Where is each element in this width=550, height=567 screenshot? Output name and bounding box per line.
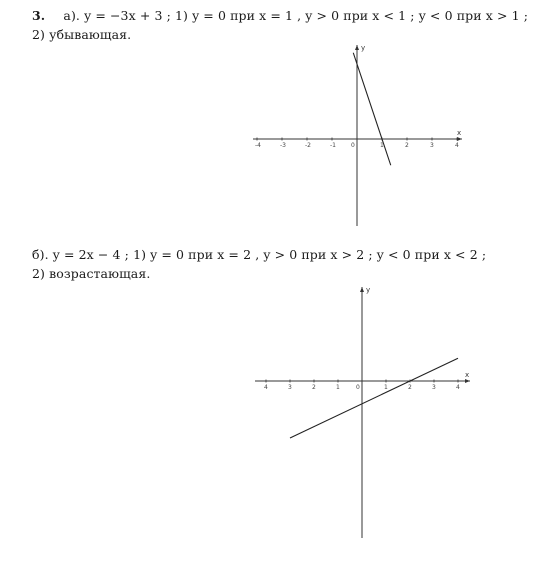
chart2-x-axis-label: x — [465, 371, 470, 379]
chart1-x-tick-label: -4 — [255, 142, 261, 149]
chart2-x-tick-label: 2 — [312, 384, 316, 391]
part-a-equation-text: а). y = −3x + 3 ; 1) y = 0 при x = 1 , y > 0 при x < 1 ; y < 0 при x > 1 ; — [63, 8, 529, 23]
chart1-x-tick-label: 2 — [405, 142, 409, 149]
chart2-x-tick-label: 3 — [288, 384, 292, 391]
chart2-x-tick-label: 2 — [408, 384, 412, 391]
chart2-x-tick-label: 3 — [432, 384, 436, 391]
chart2-x-tick-label: 0 — [356, 384, 360, 391]
part-b-line1: б). y = 2x − 4 ; 1) y = 0 при x = 2 , y > 0 при x > 2 ; y < 0 при x < 2 ; — [32, 247, 487, 262]
chart1-x-tick-label: -1 — [330, 142, 336, 149]
chart2-y-axis-label: y — [366, 286, 371, 294]
chart2-function-line — [290, 358, 458, 438]
chart2-x-tick-label: 1 — [336, 384, 340, 391]
chart1-x-axis-label: x — [457, 129, 462, 137]
chart1-x-tick-label: 4 — [455, 142, 459, 149]
chart2-y-arrow — [360, 287, 364, 292]
chart1-x-tick-label: -2 — [305, 142, 311, 149]
chart2-x-tick-label: 4 — [456, 384, 460, 391]
problem-number: 3. — [32, 8, 46, 23]
chart2-x-tick-label: 1 — [384, 384, 388, 391]
chart1-x-tick-label: 0 — [351, 142, 355, 149]
chart1-x-arrow — [457, 137, 462, 141]
chart1-x-tick-label: 3 — [430, 142, 434, 149]
chart2-x-tick-label: 4 — [264, 384, 268, 391]
chart1-y-arrow — [355, 45, 359, 50]
chart1-y-axis-label: y — [361, 44, 366, 52]
chart1-x-tick-label: 1 — [380, 142, 384, 149]
part-b-line2: 2) возрастающая. — [32, 266, 151, 281]
chart1-function-line — [353, 53, 391, 166]
chart2-x-arrow — [465, 379, 470, 383]
part-a-line2: 2) убывающая. — [32, 27, 132, 42]
chart1-x-tick-label: -3 — [280, 142, 286, 149]
